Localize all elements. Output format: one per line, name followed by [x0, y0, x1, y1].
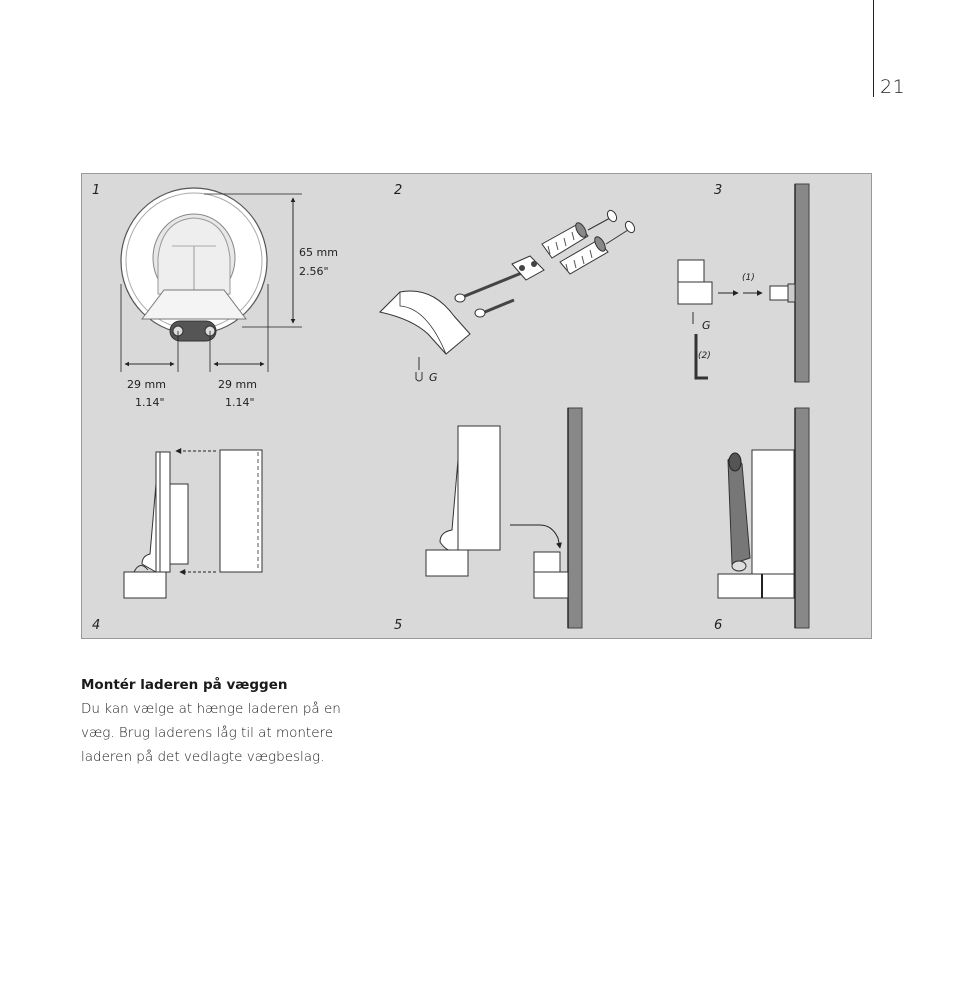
step-2-g-label: G — [429, 371, 438, 384]
right-width-mm-label: 29 mm — [218, 378, 257, 391]
step-1-number: 1 — [92, 183, 101, 198]
page-divider-line — [873, 0, 874, 97]
step-5-assembly — [426, 426, 568, 598]
step-4-number: 4 — [92, 618, 101, 633]
step-3-wall — [795, 184, 809, 382]
mounting-diagram-svg — [82, 174, 873, 640]
step-3-g-label: G — [702, 319, 711, 332]
step-6-wall — [795, 408, 809, 628]
section-heading: Montér laderen på væggen — [81, 677, 288, 693]
mounting-illustration — [81, 173, 872, 639]
step-3-label-2: (2) — [698, 351, 711, 361]
wall-bracket-and-screws — [380, 209, 636, 381]
step-5-number: 5 — [394, 618, 403, 633]
height-in-label: 2.56" — [299, 265, 329, 278]
step-6-mounted-charger — [718, 450, 794, 598]
height-mm-label: 65 mm — [299, 246, 338, 259]
page-number: 21 — [880, 76, 906, 98]
step-2-number: 2 — [394, 183, 403, 198]
step-3-label-1: (1) — [742, 273, 755, 283]
right-width-in-label: 1.14" — [225, 396, 255, 409]
instruction-text — [81, 673, 341, 769]
section-body: Du kan vælge at hænge laderen på en væg. Brug laderens låg til at montere laderen på det vedlagte vægbeslag. — [81, 701, 341, 765]
step-5-wall — [568, 408, 582, 628]
step-4-assembly — [124, 450, 262, 598]
charger-front-view — [121, 188, 267, 341]
left-width-in-label: 1.14" — [135, 396, 165, 409]
left-width-mm-label: 29 mm — [127, 378, 166, 391]
step-3-number: 3 — [714, 183, 723, 198]
step-3-parts — [678, 260, 795, 378]
step-6-number: 6 — [714, 618, 723, 633]
